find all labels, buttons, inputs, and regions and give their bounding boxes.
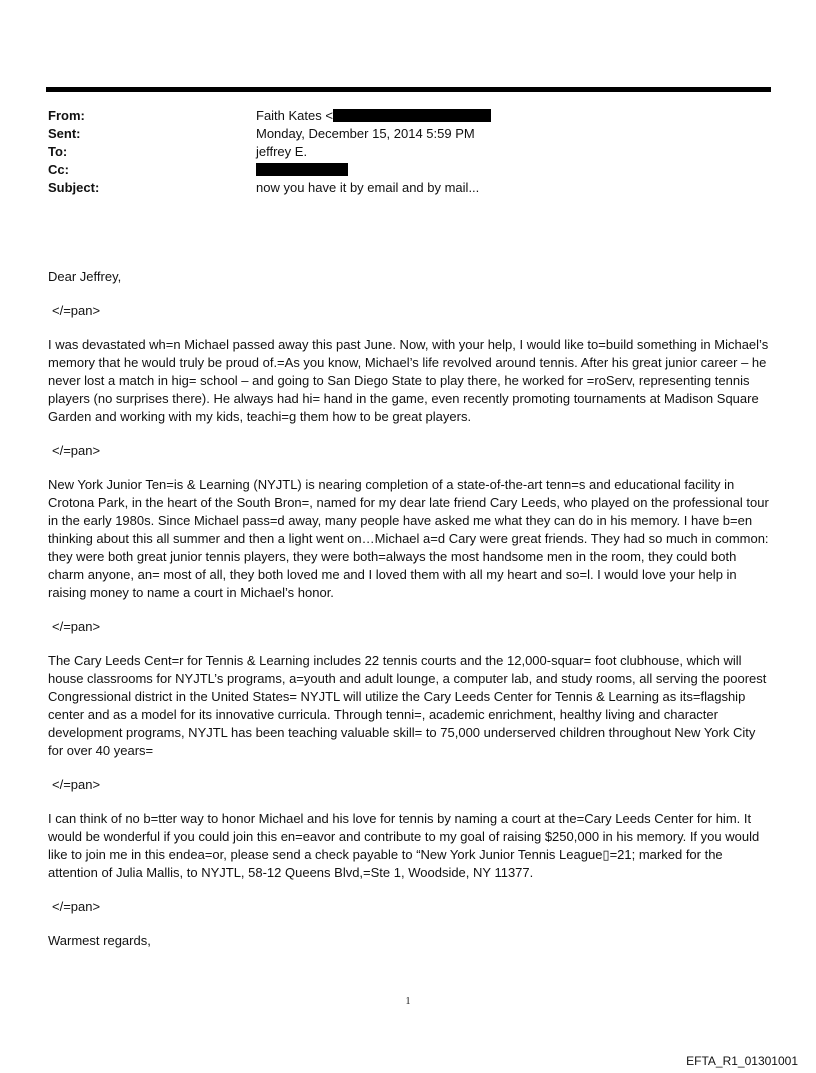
to-value: jeffrey E. — [256, 144, 308, 159]
from-row — [48, 107, 768, 125]
sent-value: Monday, December 15, 2014 5:59 PM — [256, 126, 475, 141]
paragraph-2: New York Junior Ten=is & Learning (NYJTL) is nearing completion of a state-of-the-art tenn=s and educational facility in Crotona Park, in the heart of the South Bron=, named for my dear late friend Cary Leeds, who played on the professional tour in the early 1980s. Since Michael pass=d away, many people have asked me what they can do in his memory. I have b=en thinking about this all summer and then a light went on…Michael a=d Cary were great friends. They had so much in common: they were both great junior tennis players, they were both=always the most handsome men in the room, they could both charm anyone, an= most of all, they both loved me and I loved them with all my heart and so=l. I would love your help in raising money to name a court in Michael’s honor. — [48, 477, 769, 600]
redaction-block — [256, 163, 348, 176]
redaction-block — [333, 109, 491, 122]
paragraph-1: I was devastated wh=n Michael passed away this past June. Now, with your help, I would like to=build something in Michael’s memory that he would truly be proud of.=As you know, Michael’s life revolved around tennis. After his great junior career – he never lost a match in hig= school – and going to San Diego State to play there, he worked for =roServ, representing tennis players (no surprises there). He always had hi= hand in the game, even recently promoting tournaments at Madison Square Garden and working with my kids, teachi=g them how to be great players. — [48, 337, 769, 424]
pan-marker: </=pan> — [52, 899, 101, 914]
page-number: 1 — [405, 996, 411, 1007]
to-row — [48, 143, 768, 161]
paragraph-3: The Cary Leeds Cent=r for Tennis & Learning includes 22 tennis courts and the 12,000-squar= foot clubhouse, which will house classrooms for NYJTL’s programs, a=youth and adult lounge, a computer lab, and study rooms, all serving the poorest Congressional district in the United States= NYJTL will utilize the Cary Leeds Center for Tennis & Learning as its=flagship center and as a model for its innovative curricula. Through tenni=, academic enrichment, healthy living and character development programs, NYJTL has been teaching valuable skill= to 75,000 underserved children throughout New York City for over 40 years= — [48, 653, 767, 758]
pan-marker: </=pan> — [52, 619, 101, 634]
pan-marker: </=pan> — [52, 303, 101, 318]
email-body — [48, 268, 770, 966]
from-value — [256, 107, 768, 125]
header-divider — [46, 87, 771, 92]
subject-label: Subject: — [48, 180, 100, 195]
document-id: EFTA_R1_01301001 — [686, 1054, 798, 1068]
to-label: To: — [48, 144, 68, 159]
sent-label: Sent: — [48, 126, 81, 141]
subject-value: now you have it by email and by mail... — [256, 180, 480, 195]
greeting: Dear Jeffrey, — [48, 269, 122, 284]
from-name: Faith Kates < — [256, 108, 333, 123]
subject-row — [48, 179, 768, 197]
email-header — [48, 107, 768, 197]
sent-row — [48, 125, 768, 143]
paragraph-4: I can think of no b=tter way to honor Michael and his love for tennis by naming a court at the=Cary Leeds Center for him. It would be wonderful if you could join this en=eavor and contribute to my goal of raising $250,000 in his memory. If you would like to join me in this endea=or, please send a check payable to “New York Junior Tennis League▯=21; marked for the attention of Julia Mallis, to NYJTL, 58-12 Queens Blvd,=Ste 1, Woodside, NY 11377. — [48, 811, 760, 880]
pan-marker: </=pan> — [52, 777, 101, 792]
closing: Warmest regards, — [48, 933, 151, 948]
cc-label: Cc: — [48, 162, 69, 177]
cc-value — [256, 161, 768, 179]
cc-row — [48, 161, 768, 179]
pan-marker: </=pan> — [52, 443, 101, 458]
from-label: From: — [48, 108, 85, 123]
